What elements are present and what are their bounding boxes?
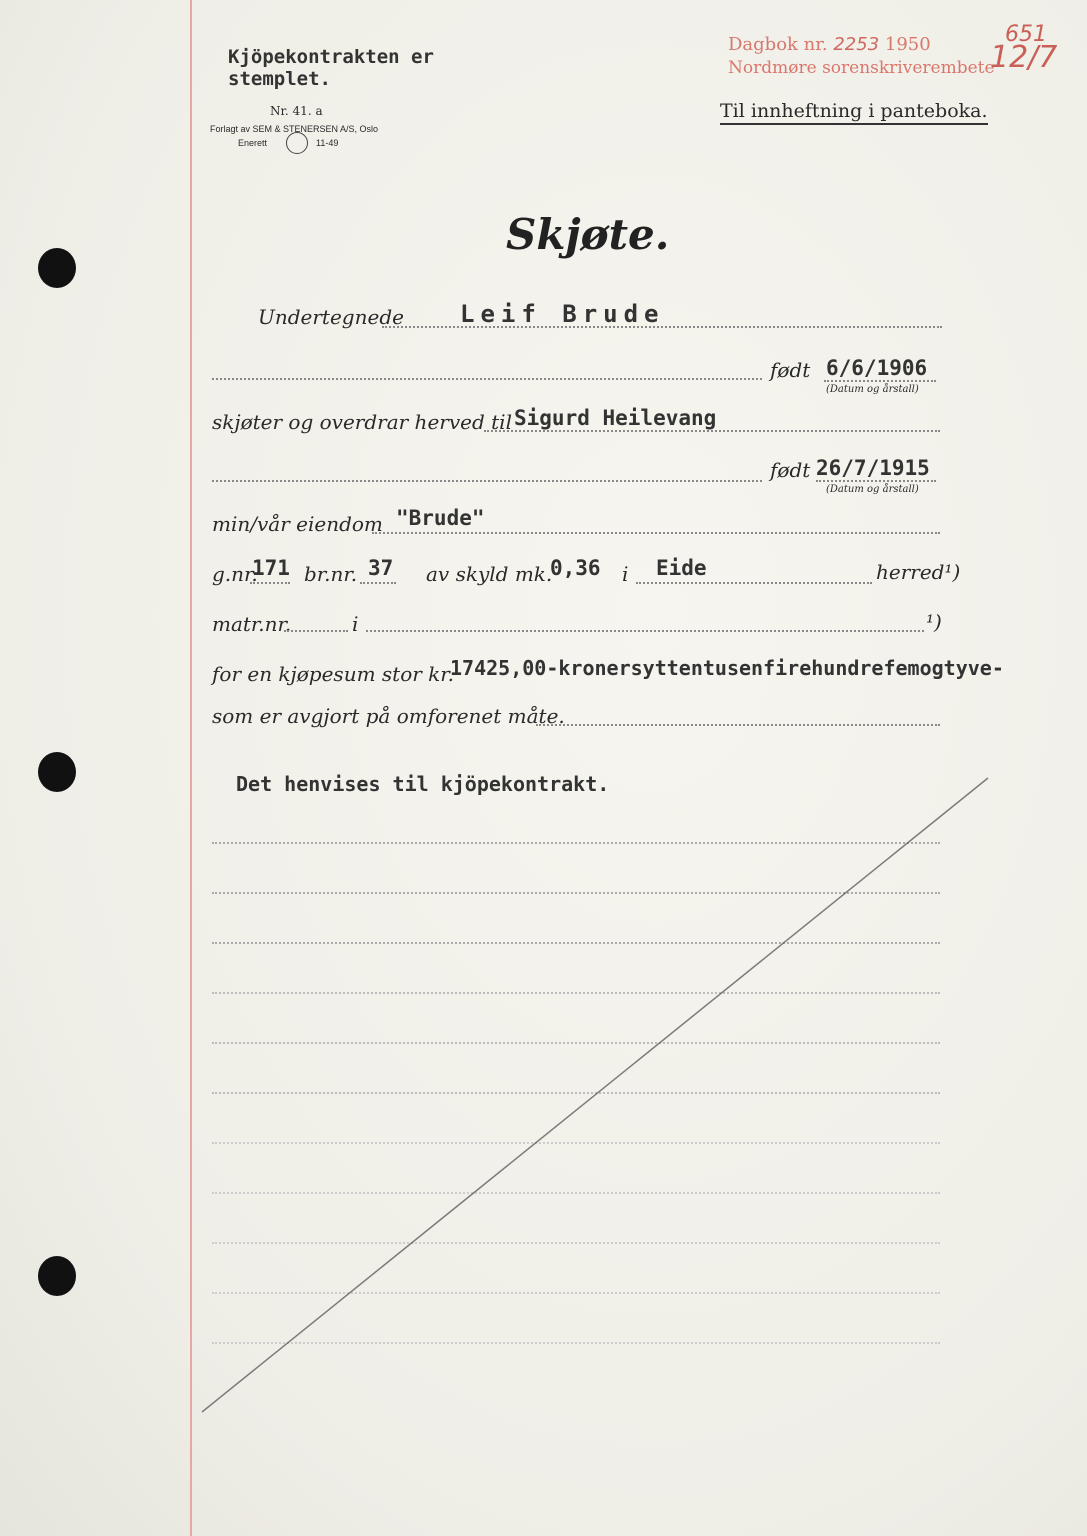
- stamp-label: Dagbok nr.: [728, 34, 828, 55]
- buyer-birth-date: 26/7/1915: [816, 456, 930, 480]
- handwritten-page: 651: [1005, 22, 1047, 47]
- publisher-date: 11-49: [316, 138, 339, 148]
- property-name: "Brude": [396, 506, 485, 530]
- property-label: min/vår eiendom: [212, 512, 383, 536]
- i-label: i: [622, 562, 629, 586]
- filing-note: Til innheftning i panteboka.: [720, 100, 988, 125]
- brnr-label: br.nr.: [304, 562, 358, 586]
- date-hint-seller: (Datum og årstall): [826, 384, 919, 395]
- stamp-office: Nordmøre sorenskriverembete: [728, 58, 995, 78]
- date-hint-buyer: (Datum og årstall): [826, 484, 919, 495]
- stamped-note-line2: stemplet.: [228, 68, 331, 90]
- born-label-buyer: født: [770, 458, 811, 482]
- herred-name: Eide: [656, 556, 707, 580]
- brnr-value: 37: [368, 556, 394, 580]
- stamp-number: 2253: [833, 34, 880, 55]
- transfer-label: skjøter og overdrar herved til: [212, 410, 512, 434]
- matrnr-label: matr.nr.: [212, 612, 292, 636]
- born-label-seller: født: [770, 358, 811, 382]
- buyer-name: Sigurd Heilevang: [514, 406, 717, 430]
- stamp-year: 1950: [884, 34, 931, 55]
- handwritten-date: 12/7: [990, 40, 1058, 75]
- seller-label: Undertegnede: [258, 305, 404, 329]
- publisher-line: Forlagt av SEM & STENERSEN A/S, Oslo: [210, 124, 379, 134]
- reference-line: Det henvises til kjöpekontrakt.: [236, 772, 610, 796]
- settled-line: som er avgjort på omforenet måte.: [212, 704, 565, 728]
- document-title: Skjøte.: [506, 210, 670, 259]
- skyld-value: 0,36: [550, 556, 601, 580]
- price-value: 17425,00-kronersyttentusenfirehundrefemogtyve-: [450, 656, 1004, 680]
- seller-birth-date: 6/6/1906: [826, 356, 928, 380]
- form-number: Nr. 41. a: [270, 104, 323, 118]
- gnr-value: 171: [252, 556, 290, 580]
- price-label: for en kjøpesum stor kr.: [212, 662, 455, 686]
- matr-i-label: i: [352, 612, 359, 636]
- publisher-enerett: Enerett: [238, 138, 268, 148]
- matr-footnote: ¹): [926, 610, 942, 634]
- skyld-label: av skyld mk.: [426, 562, 553, 586]
- seller-name: Leif Brude: [460, 300, 665, 328]
- herred-label: herred¹): [876, 560, 961, 584]
- stamped-note-line1: Kjöpekontrakten er: [228, 46, 434, 68]
- gnr-label: g.nr.: [212, 562, 258, 586]
